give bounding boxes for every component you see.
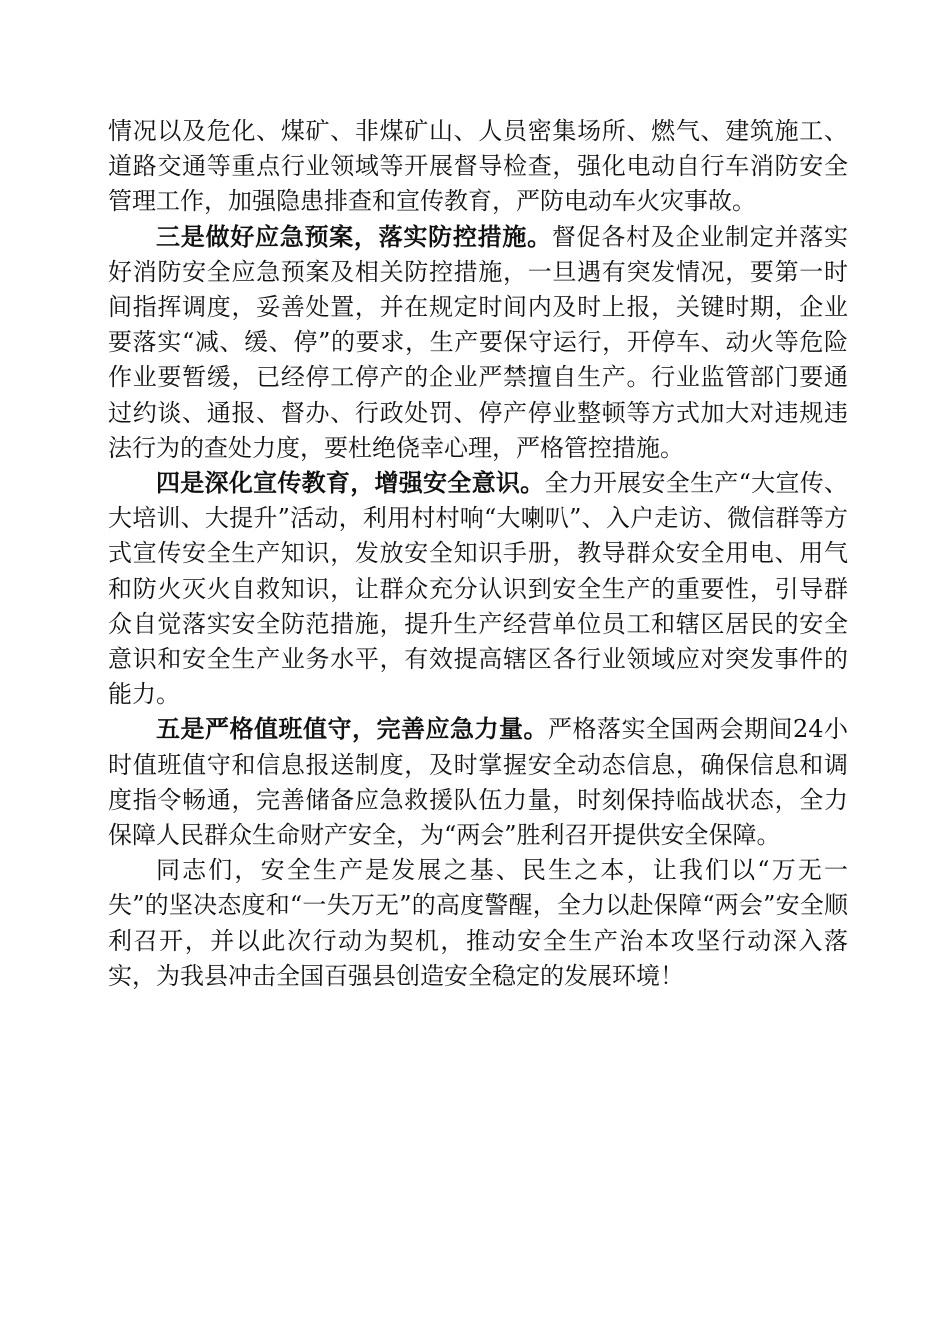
paragraph-heading: 三是做好应急预案，落实防控措施。 xyxy=(156,222,552,251)
paragraph-text: 严格落实全国两会期间24小时值班值守和信息报送制度，及时掌握安全动态信息，确保信息和调度指令畅通，完善储备应急救援队伍力量，时刻保持临战状态，全力保障人民群众生命财产安全，为“两会”胜利召开提供安全保障。 xyxy=(108,715,849,850)
paragraph-text: 督促各村及企业制定并落实好消防安全应急预案及相关防控措施，一旦遇有突发情况，要第一时间指挥调度，妥善处置，并在规定时间内及时上报，关键时期，企业要落实“减、缓、停”的要求，生产要保守运行，开停车、动火等危险作业要暂缓，已经停工停产的企业严禁擅自生产。行业监管部门要通过约谈、通报、督办、行政处罚、停产停业整顿等方式加大对违规违法行为的查处力度，要杜绝侥幸心理，严格管控措施。 xyxy=(108,222,849,462)
paragraph-text: 全力开展安全生产“大宣传、大培训、大提升”活动，利用村村响“大喇叭”、入户走访、微信群等方式宣传安全生产知识，发放安全知识手册，教导群众安全用电、用气和防火灭火自救知识，让群众充分认识到安全生产的重要性，引导群众自觉落实安全防范措施，提升生产经营单位员工和辖区居民的安全意识和安全生产业务水平，有效提高辖区各行业领域应对突发事件的能力。 xyxy=(108,469,848,709)
paragraph-heading: 五是严格值班值守，完善应急力量。 xyxy=(156,715,548,744)
paragraph-text: 情况以及危化、煤矿、非煤矿山、人员密集场所、燃气、建筑施工、道路交通等重点行业领域等开展督导检查，强化电动自行车消防安全管理工作，加强隐患排查和宣传教育，严防电动车火灾事故。 xyxy=(108,117,848,216)
paragraph-five xyxy=(108,712,848,853)
paragraph-three xyxy=(108,220,848,466)
paragraph-text: 同志们，安全生产是发展之基、民生之本，让我们以“万无一失”的坚决态度和“一失万无”的高度警醒，全力以赴保障“两会”安全顺利召开，并以此次行动为契机，推动安全生产治本攻坚行动深入落实，为我县冲击全国百强县创造安全稳定的发展环境！ xyxy=(108,856,848,990)
paragraph-four xyxy=(108,466,848,712)
paragraph-continued xyxy=(108,114,848,220)
paragraph-closing xyxy=(108,853,848,994)
document-body xyxy=(108,114,848,994)
paragraph-heading: 四是深化宣传教育，增强安全意识。 xyxy=(156,469,545,498)
